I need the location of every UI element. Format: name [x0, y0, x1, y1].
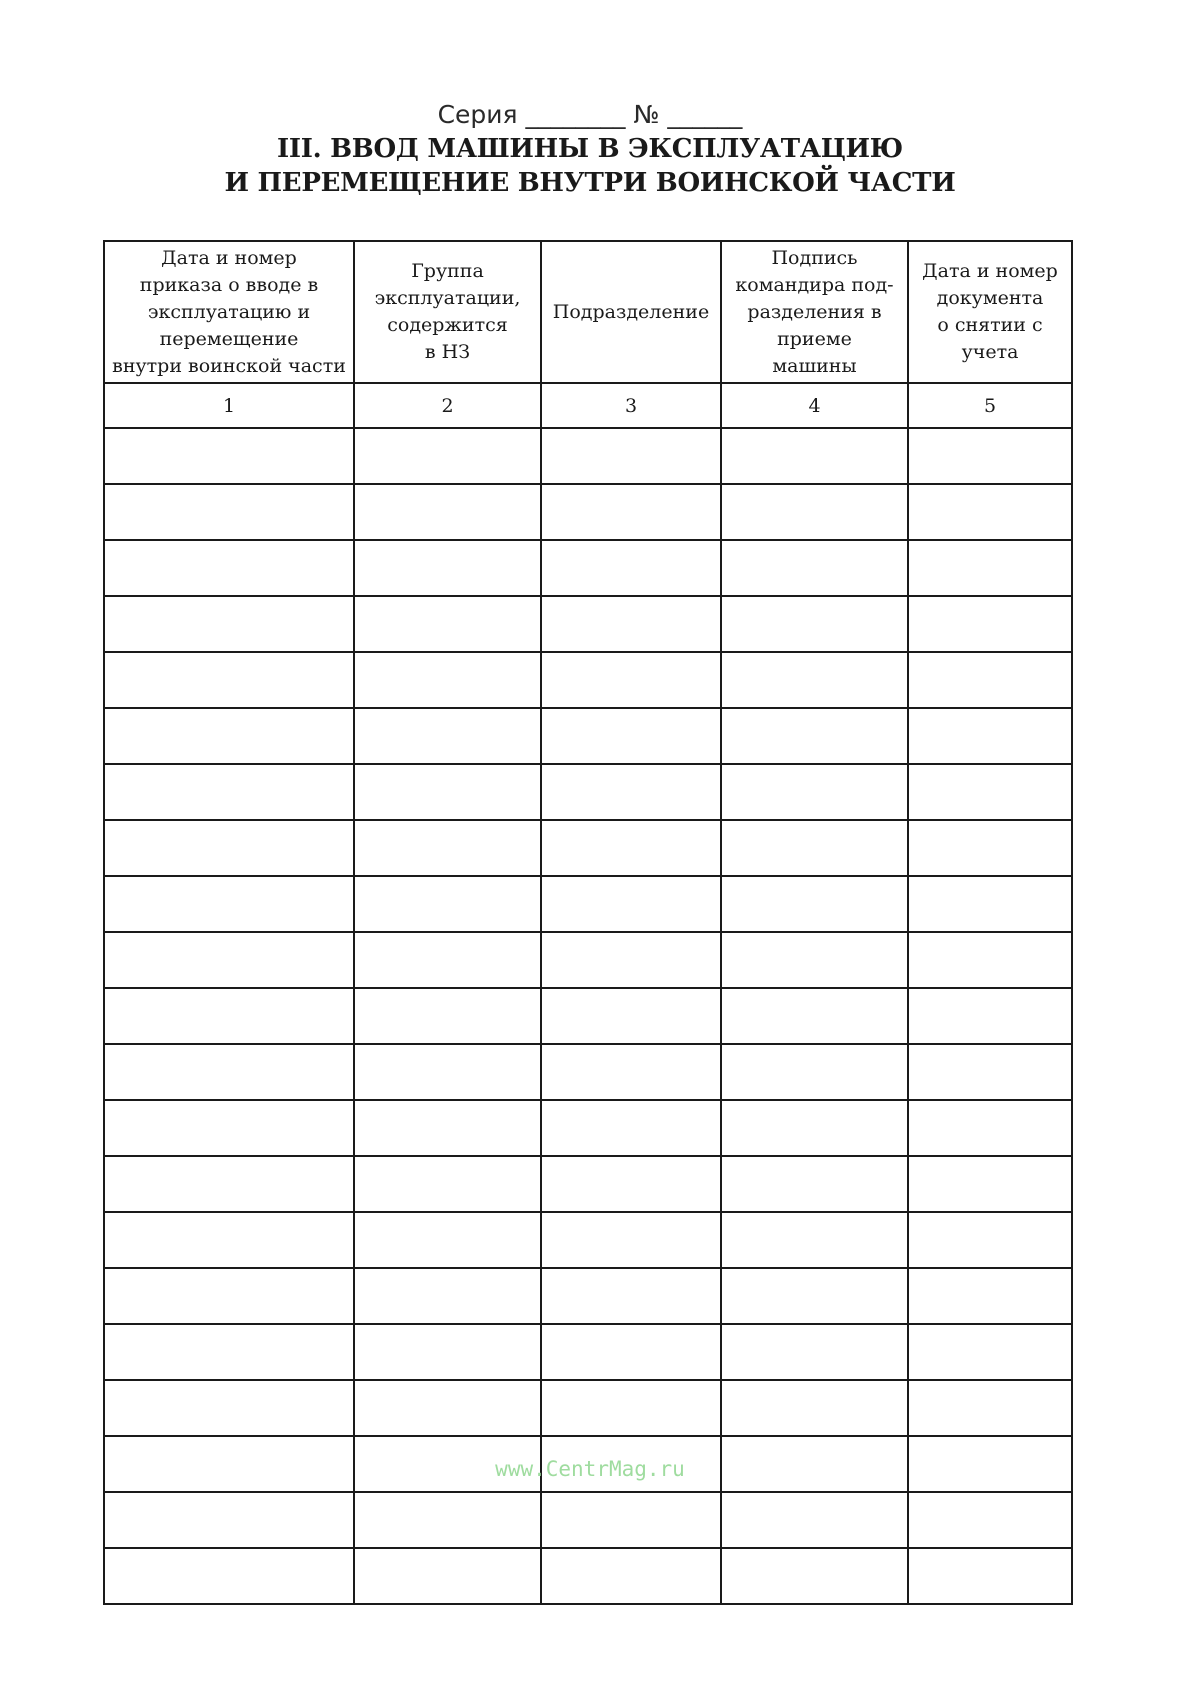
table-cell-empty	[541, 596, 721, 652]
column-header-exploitation-group: Группа эксплуатации, содержится в НЗ	[354, 241, 541, 383]
table-row	[104, 596, 1072, 652]
table-cell-empty	[104, 1380, 354, 1436]
table-cell-empty	[721, 932, 908, 988]
table-cell-empty	[541, 988, 721, 1044]
table-cell-empty	[541, 1268, 721, 1324]
table-header-row	[104, 241, 1072, 383]
table-cell-empty	[541, 932, 721, 988]
table-cell-empty	[541, 708, 721, 764]
table-cell-empty	[908, 596, 1072, 652]
table-cell-empty	[541, 540, 721, 596]
table-row	[104, 988, 1072, 1044]
column-header-subdivision: Подразделение	[541, 241, 721, 383]
table-cell-empty	[721, 1100, 908, 1156]
table-cell-empty	[104, 540, 354, 596]
table-cell-empty	[908, 932, 1072, 988]
table-row	[104, 428, 1072, 484]
table-cell-empty	[104, 820, 354, 876]
column-header-commander-signature: Подпись командира под- разделения в приеме машины	[721, 241, 908, 383]
series-number-line: Серия ________ № ______	[437, 100, 743, 129]
column-number: 1	[104, 383, 354, 428]
table-row	[104, 652, 1072, 708]
table-cell-empty	[908, 540, 1072, 596]
table-cell-empty	[721, 1548, 908, 1604]
column-number: 4	[721, 383, 908, 428]
table-cell-empty	[354, 596, 541, 652]
watermark-text: www.CentrMag.ru	[495, 1457, 685, 1481]
table-cell-empty	[354, 1044, 541, 1100]
table-cell-empty	[721, 708, 908, 764]
table-cell-empty	[541, 1044, 721, 1100]
table-cell-empty	[104, 764, 354, 820]
table-cell-empty	[354, 1492, 541, 1548]
table-cell-empty	[541, 764, 721, 820]
table-cell-empty	[908, 1324, 1072, 1380]
table-cell-empty	[721, 652, 908, 708]
table-cell-empty	[721, 764, 908, 820]
table-cell-empty	[908, 484, 1072, 540]
table-cell-empty	[721, 876, 908, 932]
column-number: 3	[541, 383, 721, 428]
table-cell-empty	[354, 1212, 541, 1268]
table-cell-empty	[104, 1156, 354, 1212]
table-cell-empty	[721, 428, 908, 484]
table-cell-empty	[908, 1268, 1072, 1324]
table-cell-empty	[721, 1044, 908, 1100]
table-cell-empty	[721, 1380, 908, 1436]
section-title-line-2: И ПЕРЕМЕЩЕНИЕ ВНУТРИ ВОИНСКОЙ ЧАСТИ	[224, 168, 956, 198]
table-cell-empty	[721, 1492, 908, 1548]
table-cell-empty	[104, 932, 354, 988]
table-cell-empty	[104, 1492, 354, 1548]
table-cell-empty	[541, 1212, 721, 1268]
table-cell-empty	[908, 708, 1072, 764]
column-number-row	[104, 383, 1072, 428]
table-cell-empty	[908, 428, 1072, 484]
table-cell-empty	[541, 428, 721, 484]
table-row	[104, 1212, 1072, 1268]
table-cell-empty	[908, 1100, 1072, 1156]
table-cell-empty	[908, 764, 1072, 820]
table-cell-empty	[354, 1268, 541, 1324]
table-cell-empty	[908, 1044, 1072, 1100]
table-cell-empty	[104, 1324, 354, 1380]
table-cell-empty	[721, 1212, 908, 1268]
table-row	[104, 1044, 1072, 1100]
table-cell-empty	[104, 1100, 354, 1156]
table-row	[104, 484, 1072, 540]
table-cell-empty	[354, 876, 541, 932]
table-row	[104, 932, 1072, 988]
table-cell-empty	[721, 596, 908, 652]
table-cell-empty	[541, 1156, 721, 1212]
table-cell-empty	[354, 1380, 541, 1436]
table-row	[104, 1492, 1072, 1548]
table-cell-empty	[104, 484, 354, 540]
table-cell-empty	[354, 540, 541, 596]
column-number: 5	[908, 383, 1072, 428]
table-cell-empty	[721, 820, 908, 876]
table-cell-empty	[354, 652, 541, 708]
table-cell-empty	[721, 1268, 908, 1324]
table-cell-empty	[104, 708, 354, 764]
table-cell-empty	[721, 988, 908, 1044]
table-cell-empty	[721, 540, 908, 596]
table-cell-empty	[541, 876, 721, 932]
table-cell-empty	[908, 1380, 1072, 1436]
table-cell-empty	[354, 820, 541, 876]
table-cell-empty	[354, 484, 541, 540]
table-row	[104, 1380, 1072, 1436]
table-cell-empty	[721, 1324, 908, 1380]
table-cell-empty	[104, 1212, 354, 1268]
table-cell-empty	[104, 652, 354, 708]
table-cell-empty	[541, 484, 721, 540]
table-row	[104, 1268, 1072, 1324]
table-row	[104, 1100, 1072, 1156]
column-number: 2	[354, 383, 541, 428]
table-row	[104, 708, 1072, 764]
column-header-order-date: Дата и номер приказа о вводе в эксплуатацию и перемещение внутри воинской части	[104, 241, 354, 383]
table-cell-empty	[908, 1492, 1072, 1548]
table-cell-empty	[541, 652, 721, 708]
table-cell-empty	[354, 1156, 541, 1212]
table-row	[104, 764, 1072, 820]
table-cell-empty	[104, 876, 354, 932]
table-cell-empty	[908, 1212, 1072, 1268]
table-cell-empty	[354, 1324, 541, 1380]
table-cell-empty	[541, 1380, 721, 1436]
table-cell-empty	[354, 1548, 541, 1604]
table-cell-empty	[541, 1492, 721, 1548]
table-cell-empty	[721, 1156, 908, 1212]
table-cell-empty	[354, 988, 541, 1044]
table-cell-empty	[354, 764, 541, 820]
table-cell-empty	[541, 1100, 721, 1156]
table-cell-empty	[721, 484, 908, 540]
table-cell-empty	[908, 1548, 1072, 1604]
table-cell-empty	[104, 988, 354, 1044]
table-cell-empty	[354, 428, 541, 484]
exploitation-register-table	[103, 240, 1073, 1605]
table-row	[104, 876, 1072, 932]
table-cell-empty	[354, 708, 541, 764]
table-cell-empty	[541, 820, 721, 876]
table-row	[104, 820, 1072, 876]
table-cell-empty	[104, 1548, 354, 1604]
table-row	[104, 1548, 1072, 1604]
table-cell-empty	[104, 1044, 354, 1100]
table-cell-empty	[104, 1268, 354, 1324]
table-cell-empty	[354, 1100, 541, 1156]
table-cell-empty	[104, 428, 354, 484]
section-title-line-1: III. ВВОД МАШИНЫ В ЭКСПЛУАТАЦИЮ	[277, 134, 903, 164]
table-cell-empty	[541, 1324, 721, 1380]
table-cell-empty	[908, 820, 1072, 876]
table-cell-empty	[354, 932, 541, 988]
table-row	[104, 1324, 1072, 1380]
table-cell-empty	[541, 1548, 721, 1604]
table-cell-empty	[104, 596, 354, 652]
table-row	[104, 540, 1072, 596]
table-cell-empty	[908, 876, 1072, 932]
table-cell-empty	[908, 988, 1072, 1044]
column-header-deregistration-document: Дата и номер документа о снятии с учета	[908, 241, 1072, 383]
table-cell-empty	[908, 652, 1072, 708]
table-cell-empty	[908, 1156, 1072, 1212]
table-row	[104, 1156, 1072, 1212]
